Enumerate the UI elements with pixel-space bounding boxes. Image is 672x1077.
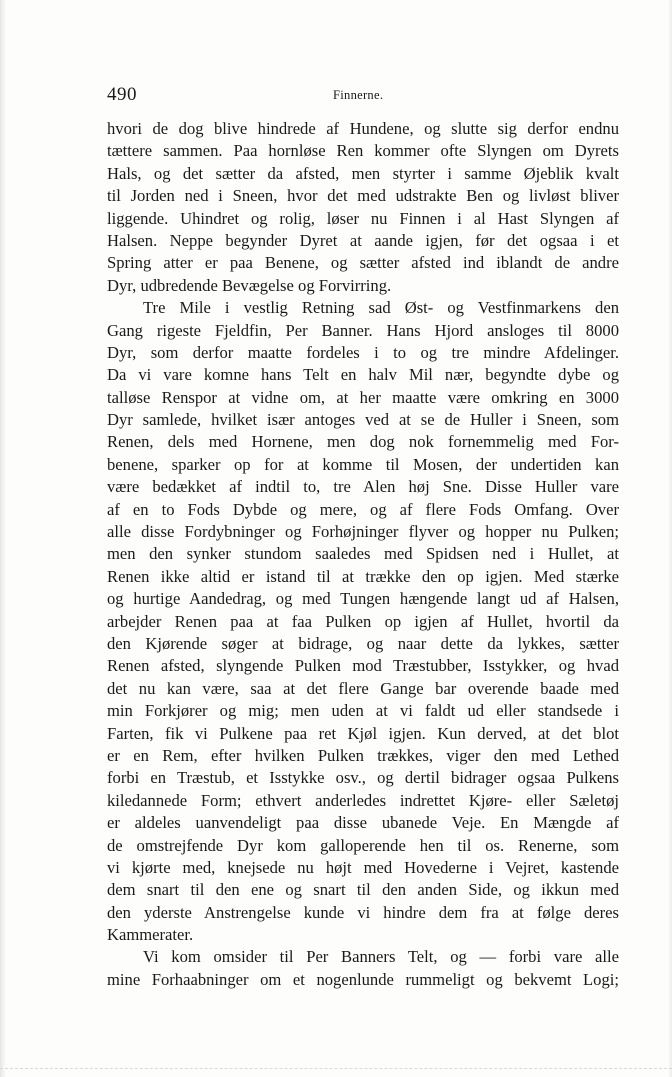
text-line: Renen ikke altid er istand til at trække den op igjen. Med stærke: [107, 566, 619, 586]
text-line: er aldeles uanvendeligt paa disse ubanede Veje. En Mængde af: [107, 813, 619, 833]
text-line: vi kjørte med, knejsede nu højt med Hovederne i Vejret, kastende: [107, 857, 619, 877]
text-line: er en Rem, efter hvilken Pulken trækkes, viger den med Lethed: [107, 745, 619, 765]
scan-edge-left: [0, 0, 6, 1077]
text-line: Farten, fik vi Pulkene paa ret Kjøl igjen. Kun derved, at det blot: [107, 723, 619, 743]
text-line: Renen, dels med Hornene, men dog nok fornemmelig med For-: [107, 432, 619, 452]
text-line: og hurtige Aandedrag, og med Tungen hængende langt ud af Halsen,: [107, 589, 619, 609]
scan-edge-right: [668, 0, 672, 1077]
text-line: Gang rigeste Fjeldfin, Per Banner. Hans Hjord ansloges til 8000: [107, 320, 619, 340]
text-line: Dyr, udbredende Bevægelse og Forvirring.: [107, 275, 392, 295]
text-line: kiledannede Form; ethvert anderledes indrettet Kjøre- eller Sæletøj: [107, 790, 619, 810]
page-header: [107, 84, 619, 108]
text-line: til Jorden ned i Sneen, hvor det med udstrakte Ben og livløst bliver: [107, 186, 619, 206]
text-line: Vi kom omsider til Per Banners Telt, og — forbi vare alle: [143, 947, 619, 967]
text-line: Dyr, som derfor maatte fordeles i to og tre mindre Afdelinger.: [107, 342, 619, 362]
text-line: alle disse Fordybninger og Forhøjninger flyver og hopper nu Pulken;: [107, 522, 619, 542]
text-line: min Forkjører og mig; men uden at vi faldt ud eller standsede i: [107, 701, 619, 721]
running-head: Finnerne.: [333, 88, 384, 102]
text-line: den yderste Anstrengelse kunde vi hindre dem fra at følge deres: [107, 902, 619, 922]
text-line: Kammerater.: [107, 925, 194, 945]
text-line: liggende. Uhindret og rolig, løser nu Finnen i al Hast Slyngen af: [107, 208, 619, 228]
text-line: Halsen. Neppe begynder Dyret at aande igjen, før det ogsaa i et: [107, 230, 619, 250]
text-line: benene, sparker op for at komme til Mosen, der undertiden kan: [107, 454, 619, 474]
text-line: den Kjørende søger at bidrage, og naar dette da lykkes, sætter: [107, 633, 619, 653]
text-line: forbi en Træstub, et Isstykke osv., og dertil bidrager ogsaa Pulkens: [107, 768, 619, 788]
text-line: Renen afsted, slyngende Pulken mod Træstubber, Isstykker, og hvad: [107, 656, 619, 676]
text-line: mine Forhaabninger om et nogenlunde rummeligt og bekvemt Logi;: [107, 969, 619, 989]
body-text: [107, 118, 619, 991]
text-line: men den synker stundom saaledes med Spidsen ned i Hullet, at: [107, 544, 619, 564]
scan-bottom-edge: [0, 1067, 672, 1069]
text-line: Dyr samlede, hvilket især antoges ved at se de Huller i Sneen, som: [107, 410, 619, 430]
text-line: hvori de dog blive hindrede af Hundene, og slutte sig derfor endnu: [107, 119, 619, 138]
text-line: arbejder Renen paa at faa Pulken op igjen af Hullet, hvortil da: [107, 611, 619, 631]
text-line: Spring atter er paa Benene, og sætter afsted ind iblandt de andre: [107, 253, 619, 273]
text-line: dem snart til den ene og snart til den anden Side, og ikkun med: [107, 880, 619, 900]
page-number: 490: [107, 84, 137, 105]
text-line: tættere sammen. Paa hornløse Ren kommer ofte Slyngen om Dyrets: [107, 141, 619, 161]
text-line: Da vi vare komne hans Telt en halv Mil nær, begyndte dybe og: [107, 365, 619, 385]
text-line: Tre Mile i vestlig Retning sad Øst- og Vestfinmarkens den: [143, 298, 619, 318]
text-line: de omstrejfende Dyr kom galloperende hen til os. Renerne, som: [107, 835, 619, 855]
text-line: Hals, og det sætter da afsted, men styrter i samme Øjeblik kvalt: [107, 163, 619, 183]
text-line: af en to Fods Dybde og mere, og af flere Fods Omfang. Over: [107, 499, 619, 519]
text-line: være bedækket af indtil to, tre Alen høj Sne. Disse Huller vare: [107, 477, 619, 497]
text-line: talløse Renspor at vidne om, at her maatte være omkring en 3000: [107, 387, 619, 407]
text-line: det nu kan være, saa at det flere Gange bar overende baade med: [107, 678, 619, 698]
